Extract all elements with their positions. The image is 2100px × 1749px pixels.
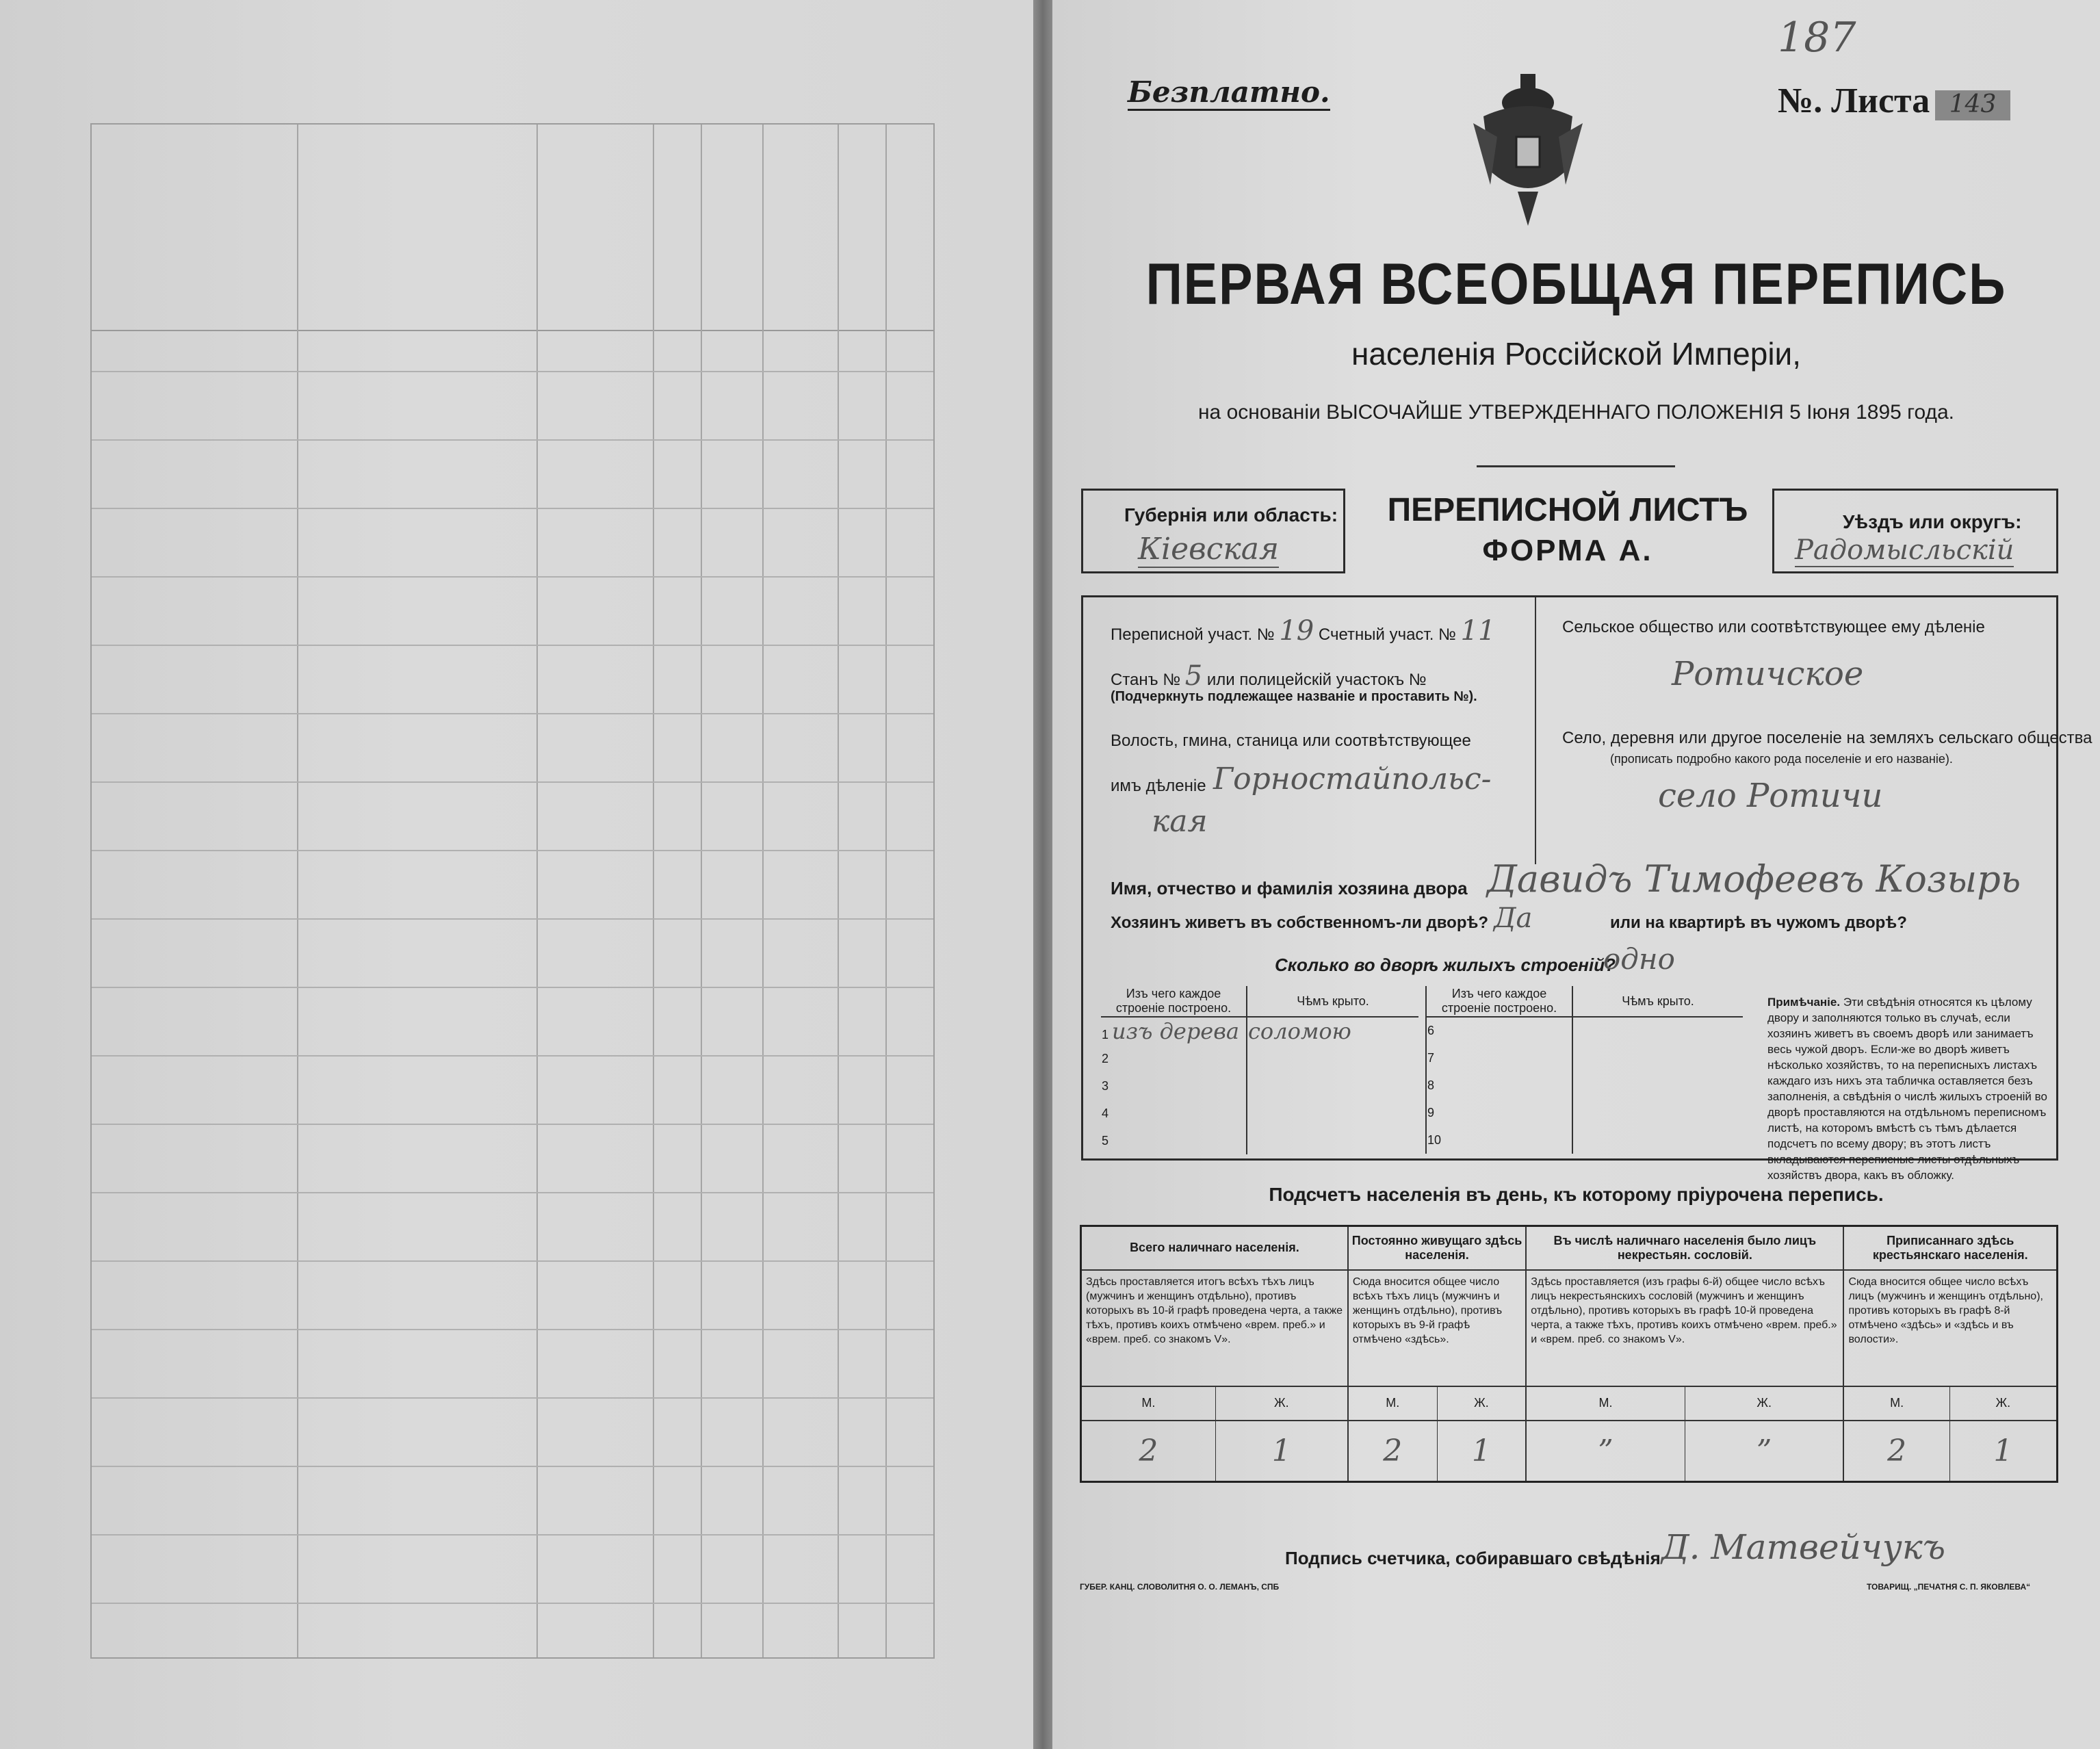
note-block xyxy=(1767,994,2048,1183)
ghost-header xyxy=(92,125,933,331)
census-section-value: 19 xyxy=(1279,615,1314,647)
free-label: Безплатно. xyxy=(1128,75,1330,111)
count-permanent-m: 2 xyxy=(1348,1421,1437,1482)
book-gutter xyxy=(1033,0,1052,1749)
census-basis: на основаніи ВЫСОЧАЙШЕ УТВЕРЖДЕННАГО ПОЛОЖЕНІЯ 5 Іюня 1895 года. xyxy=(1197,401,1954,424)
count-title: Подсчетъ населенія въ день, къ которому пріурочена перепись. xyxy=(1269,1184,1884,1205)
volost-value-2: кая xyxy=(1152,804,1208,839)
right-page xyxy=(1052,0,2100,1749)
buildings-value: одно xyxy=(1603,942,1675,976)
sheet-number-value: 143 xyxy=(1935,90,2010,120)
count-section-label: Счетный участ. № xyxy=(1318,625,1456,644)
details-box xyxy=(1081,595,2092,1182)
form-title: ПЕРЕПИСНОЙ ЛИСТЪ xyxy=(1387,492,1748,528)
buildings-head-roof: Чѣмъ крыто. xyxy=(1297,994,1369,1008)
building-1-roof: соломою xyxy=(1248,1018,1351,1044)
corner-number: 187 xyxy=(1778,14,1856,62)
count-desc-present: Здѣсь проставляется итогъ всѣхъ тѣхъ лицъ (мужчинъ и женщинъ отдѣльно), противъ которыхъ въ 10-й графѣ проведена черта, а также тѣхъ, противъ коихъ отмѣчено «врем. преб.» и «врем. преб. со знакомъ V». xyxy=(1081,1270,1348,1386)
count-registered-f: 1 xyxy=(1993,1433,2013,1468)
left-page xyxy=(0,0,1033,1749)
note-text: Эти свѣдѣнія относятся къ цѣлому двору и заполняются только въ случаѣ, если хозяинъ живетъ въ своемъ дворѣ или занимаетъ весь чужой дворъ. Если-же во дворѣ живетъ нѣсколько хозяйствъ, то на переписныхъ листахъ каждаго изъ нихъ эта табличка оставляется безъ заполненія, а свѣдѣнія о числѣ жилыхъ строеній во дворѣ проставляются на отдѣльномъ переписномъ листѣ, на которомъ вмѣстѣ съ тѣмъ дѣлается подсчетъ по всему двору; въ этотъ листъ вкладываются переписные листы отдѣльныхъ хозяйствъ двора, какъ въ обложку. xyxy=(1767,996,2047,1182)
volost-value: Горностайпольс- xyxy=(1213,762,1492,796)
count-head-present: Всего наличнаго населенія. xyxy=(1081,1226,1348,1270)
own-yard-value: Да xyxy=(1494,903,1533,934)
census-subtitle: населенія Россійской Имперіи, xyxy=(1351,336,1802,372)
footer-left: ГУБЕР. КАНЦ. СЛОВОЛИТНЯ О. О. ЛЕМАНЪ, СПБ xyxy=(1080,1582,1280,1592)
district-label: Уѣздъ или округъ: xyxy=(1843,511,2022,532)
owner-value: Давидъ Тимофеевъ Козырь xyxy=(1487,857,2021,901)
district-box xyxy=(1772,489,2058,573)
form-letter: ФОРМА А. xyxy=(1482,534,1653,567)
province-value: Кіевская xyxy=(1138,532,1280,567)
own-yard-label: Хозяинъ живетъ въ собственномъ-ли дворѣ? xyxy=(1111,914,1489,932)
count-non-peasant-f: ” xyxy=(1685,1421,1843,1482)
district-value: Радомысльскій xyxy=(1795,534,2014,566)
buildings-table-right: Изъ чего каждое строеніе построено. Чѣмъ крыто. 6 7 8 9 10 xyxy=(1425,986,1743,1154)
count-desc-non-peasant: Здѣсь проставляется (изъ графы 6-й) общее число всѣхъ лицъ некрестьянскихъ сословій (мужчинъ и женщинъ отдѣльно), противъ которыхъ въ графѣ 10-й проведена черта, а также тѣхъ, противъ коихъ отмѣчено «врем. преб.» и «врем. преб. со знакомъ V». xyxy=(1526,1270,1843,1386)
note-title: Примѣчаніе. xyxy=(1767,996,1841,1009)
rent-label: или на квартирѣ въ чужомъ дворѣ? xyxy=(1610,914,1907,932)
buildings-label: Сколько во дворѣ жилыхъ строеній? xyxy=(1275,955,1616,975)
village-value: село Ротичи xyxy=(1658,777,1883,815)
count-present-m: 2 xyxy=(1081,1421,1216,1482)
imperial-eagle-emblem xyxy=(1470,68,1586,233)
census-title: ПЕРВАЯ ВСЕОБЩАЯ ПЕРЕПИСЬ xyxy=(1145,250,2007,317)
buildings-head-material: Изъ чего каждое строеніе построено. xyxy=(1101,986,1247,1017)
province-box xyxy=(1081,489,1345,573)
village-label: Село, деревня или другое поселеніе на земляхъ сельскаго общества xyxy=(1562,729,2092,747)
society-label: Сельское общество или соотвѣтствующее ему дѣленіе xyxy=(1562,618,1985,636)
village-note: (прописать подробно какого рода поселеніе и его названіе). xyxy=(1610,752,1953,766)
footer-right: ТОВАРИЩ. „ПЕЧАТНЯ С. П. ЯКОВЛЕВА“ xyxy=(1867,1582,2031,1592)
owner-label: Имя, отчество и фамилія хозяина двора xyxy=(1111,878,1468,898)
volost-label: Волость, гмина, станица или соотвѣтствующее xyxy=(1111,731,1471,750)
stan-note: (Подчеркнуть подлежащее названіе и проставить №). xyxy=(1111,689,1477,704)
count-present-f: 1 xyxy=(1215,1421,1348,1482)
building-1-material: изъ дерева xyxy=(1112,1018,1239,1044)
census-section-label: Переписной участ. № xyxy=(1111,625,1275,644)
bleed-through-table xyxy=(90,123,935,1659)
count-head-non-peasant: Въ числѣ наличнаго населенія было лицъ некрестьян. сословій. xyxy=(1526,1226,1843,1270)
count-registered-m: 2 xyxy=(1843,1421,1949,1482)
society-value: Ротичское xyxy=(1672,655,1864,693)
stan-label: Станъ № xyxy=(1111,671,1181,689)
province-label: Губернія или область: xyxy=(1124,504,1338,526)
count-table: Всего наличнаго населенія. Постоянно живущаго здѣсь населенія. Въ числѣ наличнаго населенія было лицъ некрестьян. сословій. Приписаннаго здѣсь крестьянскаго населенія. Здѣсь проставляется итогъ всѣхъ тѣхъ лицъ (мужчинъ и женщинъ отдѣльно), противъ которыхъ въ 10-й графѣ проведена черта, а также тѣхъ, противъ коихъ отмѣчено «врем. преб.» и «врем. преб. со знакомъ V». Сюда вносится общее число всѣхъ тѣхъ лицъ (мужчинъ и женщинъ отдѣльно), противъ которыхъ въ 9-й графѣ отмѣчено «здѣсь». Здѣсь проставляется (изъ графы 6-й) общее число всѣхъ лицъ некрестьянскихъ сословій (мужчинъ и женщинъ отдѣльно), противъ которыхъ въ графѣ 10-й проведена черта, а также тѣхъ, противъ коихъ отмѣчено «врем. преб.» и «врем. преб. со знакомъ V». Сюда вносится общее число всѣхъ лицъ (мужчинъ и женщинъ отдѣльно), противъ которыхъ въ графѣ 8-й отмѣчено «здѣсь» и «здѣсь и въ волости». М. Ж. М. Ж. М. Ж. М. Ж. 2 1 2 1 ” ” 2 1 xyxy=(1080,1225,2058,1483)
signature-value: Д. Матвейчукъ xyxy=(1661,1527,1946,1567)
count-head-permanent: Постоянно живущаго здѣсь населенія. xyxy=(1348,1226,1526,1270)
count-section-value: 11 xyxy=(1460,615,1496,647)
count-non-peasant-m: ” xyxy=(1526,1421,1685,1482)
count-desc-registered: Сюда вносится общее число всѣхъ лицъ (мужчинъ и женщинъ отдѣльно), противъ которыхъ въ графѣ 8-й отмѣчено «здѣсь» и «здѣсь и въ волости». xyxy=(1848,1275,2043,1345)
volost-label-2: имъ дѣленіе xyxy=(1111,777,1206,795)
ornament-divider xyxy=(1477,465,1675,471)
police-label: или полицейскій участокъ № xyxy=(1206,671,1427,689)
count-permanent-f: 1 xyxy=(1437,1421,1526,1482)
stan-value: 5 xyxy=(1184,660,1203,692)
buildings-table-left: Изъ чего каждое строеніе построено. Чѣмъ крыто. 1 изъ дерева соломою 2 3 4 5 xyxy=(1101,986,1418,1154)
count-head-registered: Приписаннаго здѣсь крестьянскаго населенія. xyxy=(1872,1233,2028,1262)
sheet-number-label: №. Листа xyxy=(1778,81,1930,120)
count-desc-permanent: Сюда вносится общее число всѣхъ тѣхъ лицъ (мужчинъ и женщинъ отдѣльно), противъ которыхъ въ 9-й графѣ отмѣчено «здѣсь». xyxy=(1348,1270,1526,1386)
signature-label: Подпись счетчика, собиравшаго свѣдѣнія xyxy=(1285,1548,1661,1568)
